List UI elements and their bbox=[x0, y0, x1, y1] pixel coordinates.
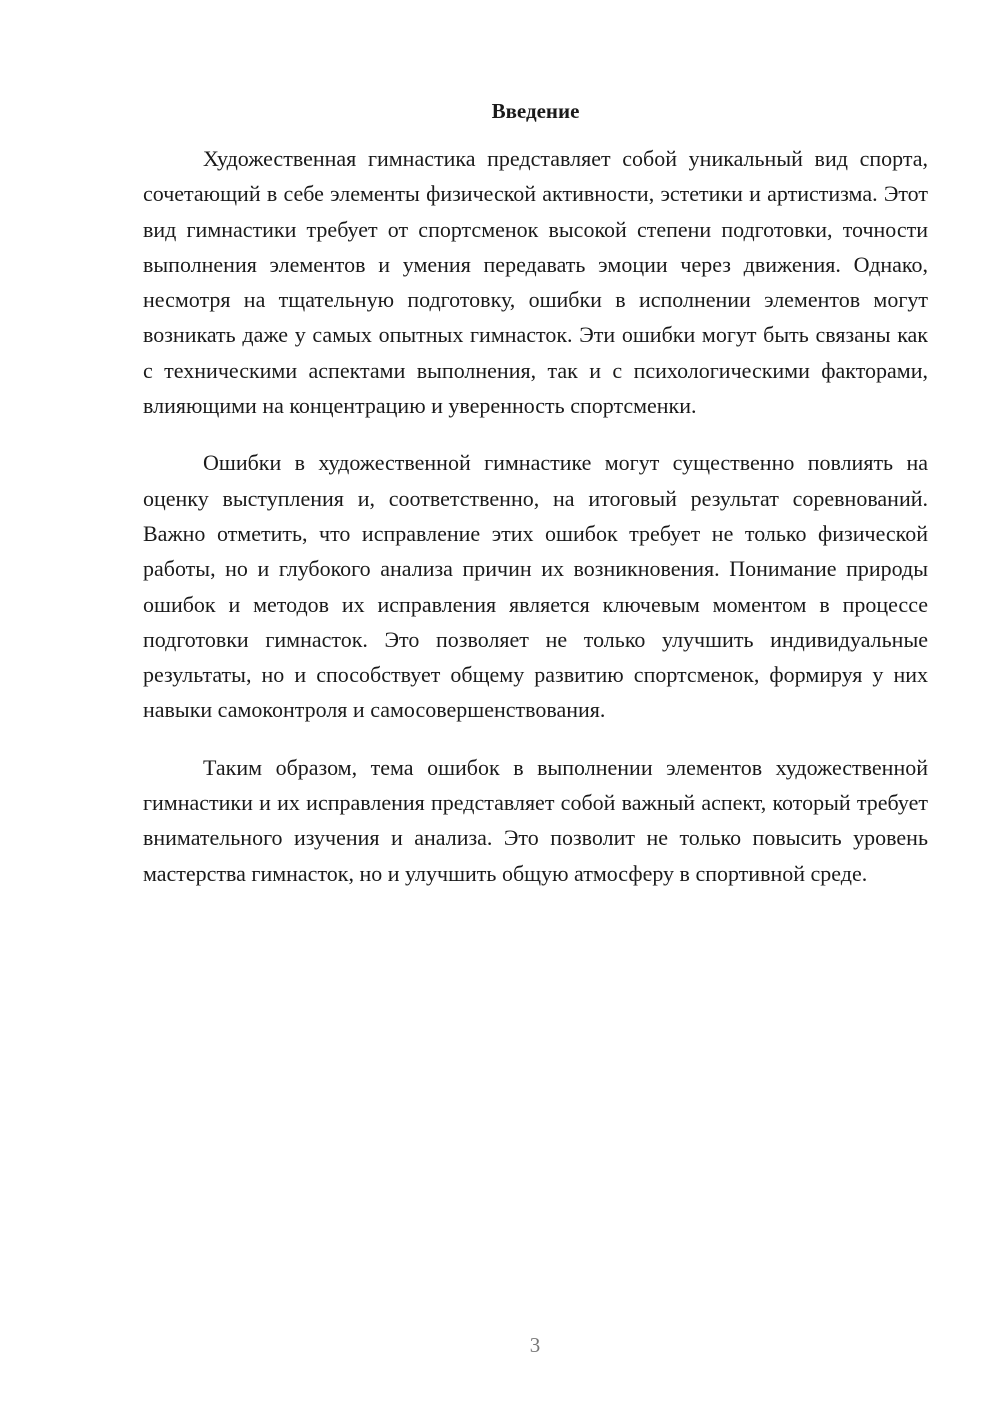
section-title: Введение bbox=[491, 99, 580, 123]
paragraph-conclusion: Таким образом, тема ошибок в выполнении элементов художественной гимнастики и их исправления представляет собой важный аспект, который требует внимательного изучения и анализа. Это позволит не только повысить уровень мастерства гимнасток, но и улучшить общую атмосферу в спортивной среде. bbox=[143, 754, 928, 886]
page-number: 3 bbox=[529, 1333, 541, 1357]
paragraph-intro: Художественная гимнастика представляет собой уникальный вид спорта, сочетающий в себе элементы физической активности, эстетики и артистизма. Этот вид гимнастики требует от спортсменок высокой степени подготовки, точности выполнения элементов и умения передавать эмоции через движения. Однако, несмотря на тщательную подготовку, ошибки в исполнении элементов могут возникать даже у самых опытных гимнасток. Эти ошибки могут быть связаны как с техническими аспектами выполнения, так и с психологическими факторами, влияющими на концентрацию и уверенность спортсменки. bbox=[143, 146, 928, 419]
page-content bbox=[143, 95, 928, 913]
paragraph-errors: Ошибки в художественной гимнастике могут существенно повлиять на оценку выступления и, соответственно, на итоговый результат соревнований. Важно отметить, что исправление этих ошибок требует не только физической работы, но и глубокого анализа причин их возникновения. Понимание природы ошибок и методов их исправления является ключевым моментом в процессе подготовки гимнасток. Это позволяет не только улучшить индивидуальные результаты, но и способствует общему развитию спортсменок, формируя у них навыки самоконтроля и самосовершенствования. bbox=[143, 450, 928, 723]
